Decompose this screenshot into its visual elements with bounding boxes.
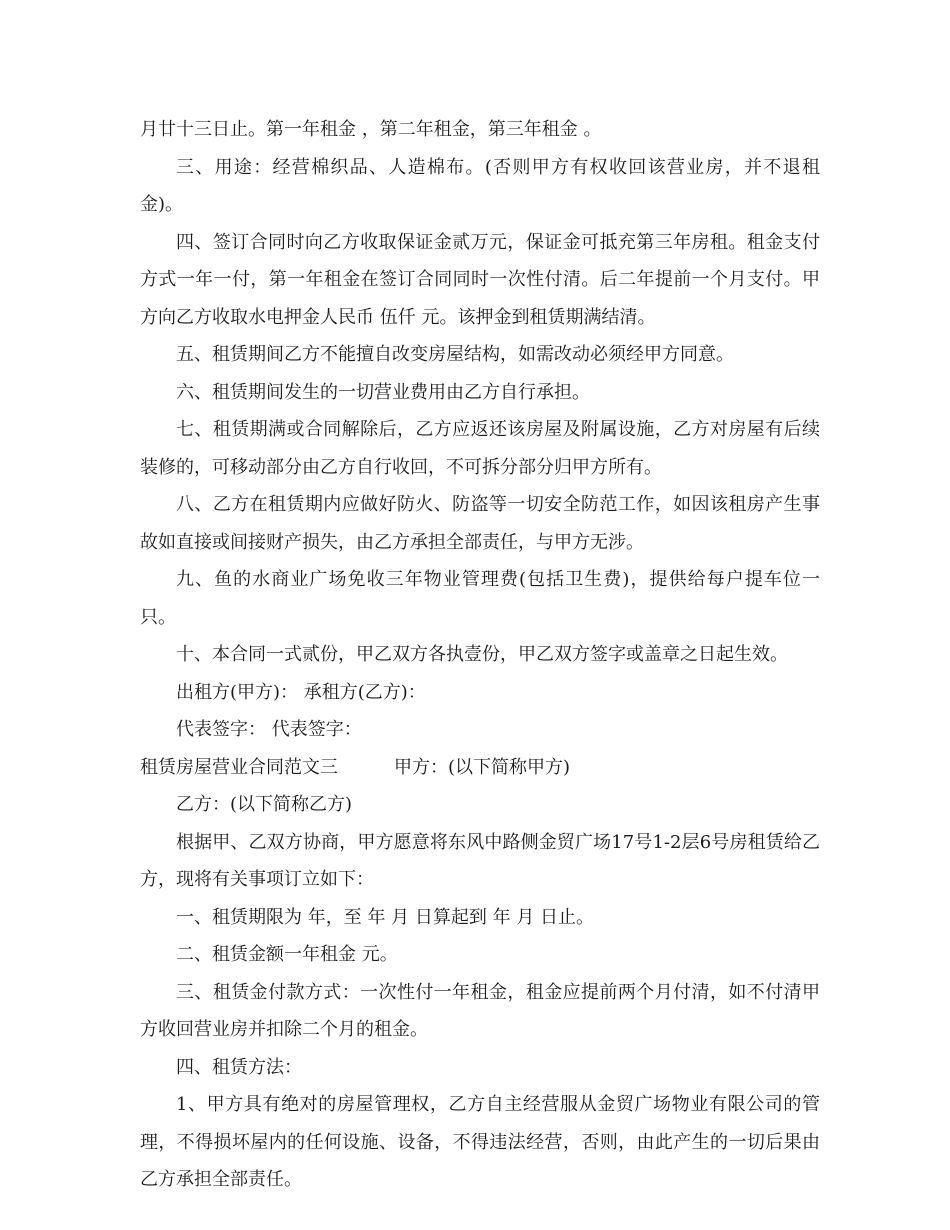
section-title: 租赁房屋营业合同范文三 bbox=[140, 756, 338, 778]
paragraph-clause-5-structure: 五、租赁期间乙方不能擅自改变房屋结构，如需改动必须经甲方同意。 bbox=[176, 344, 734, 365]
party-a-label: 甲方：(以下简称甲方) bbox=[394, 756, 571, 778]
document-body bbox=[140, 111, 820, 1199]
paragraph-management: 1、甲方具有绝对的房屋管理权，乙方自主经营服从金贸广场物业有限公司的管理，不得损坏屋内的任何设施、设备，不得违法经营，否则，由此产生的一切后果由乙方承担全部责任。 bbox=[140, 1094, 820, 1190]
paragraph-clause-3-usage: 三、用途：经营棉织品、人造棉布。(否则甲方有权收回该营业房，并不退租金)。 bbox=[140, 156, 820, 215]
paragraph-rent-years: 月廿十三日止。第一年租金 ，第二年租金，第三年租金 。 bbox=[140, 119, 602, 140]
section-heading-line bbox=[140, 749, 820, 787]
paragraph-clause-4-deposit: 四、签订合同时向乙方收取保证金贰万元，保证金可抵充第三年房租。租金支付方式一年一付，第一年租金在签订合同同时一次性付清。后二年提前一个月支付。甲方向乙方收取水电押金人民币 伍仟 元。该押金到租赁期满结清。 bbox=[140, 231, 820, 328]
paragraph-clause-9-property-fee: 九、鱼的水商业广场免收三年物业管理费(包括卫生费)，提供给每户提车位一只。 bbox=[140, 569, 820, 628]
paragraph-clause-7-return: 七、租赁期满或合同解除后，乙方应返还该房屋及附属设施，乙方对房屋有后续装修的，可移动部分由乙方自行收回，不可拆分部分归甲方所有。 bbox=[140, 419, 820, 478]
paragraph-party-b: 乙方：(以下简称乙方) bbox=[176, 794, 353, 815]
paragraph-payment-method: 三、租赁金付款方式：一次性付一年租金，租金应提前两个月付清，如不付清甲方收回营业房并扣除二个月的租金。 bbox=[140, 981, 820, 1040]
paragraph-clause-10-copies: 十、本合同一式贰份，甲乙双方各执壹份，甲乙双方签字或盖章之日起生效。 bbox=[176, 644, 788, 665]
paragraph-preamble: 根据甲、乙双方协商，甲方愿意将东风中路侧金贸广场17号1-2层6号房租赁给乙方，现将有关事项订立如下： bbox=[140, 831, 820, 890]
paragraph-parties: 出租方(甲方)： 承租方(乙方)： bbox=[176, 681, 426, 703]
paragraph-amount: 二、租赁金额一年租金 元。 bbox=[176, 944, 398, 965]
paragraph-term: 一、租赁期限为 年，至 年 月 日算起到 年 月 日止。 bbox=[176, 906, 595, 928]
paragraph-clause-6-expenses: 六、租赁期间发生的一切营业费用由乙方自行承担。 bbox=[176, 381, 590, 403]
paragraph-lease-method: 四、租赁方法： bbox=[176, 1056, 302, 1078]
paragraph-signatures: 代表签字： 代表签字： bbox=[176, 719, 362, 740]
paragraph-clause-8-safety: 八、乙方在租赁期内应做好防火、防盗等一切安全防范工作，如因该租房产生事故如直接或间接财产损失，由乙方承担全部责任，与甲方无涉。 bbox=[140, 494, 820, 553]
